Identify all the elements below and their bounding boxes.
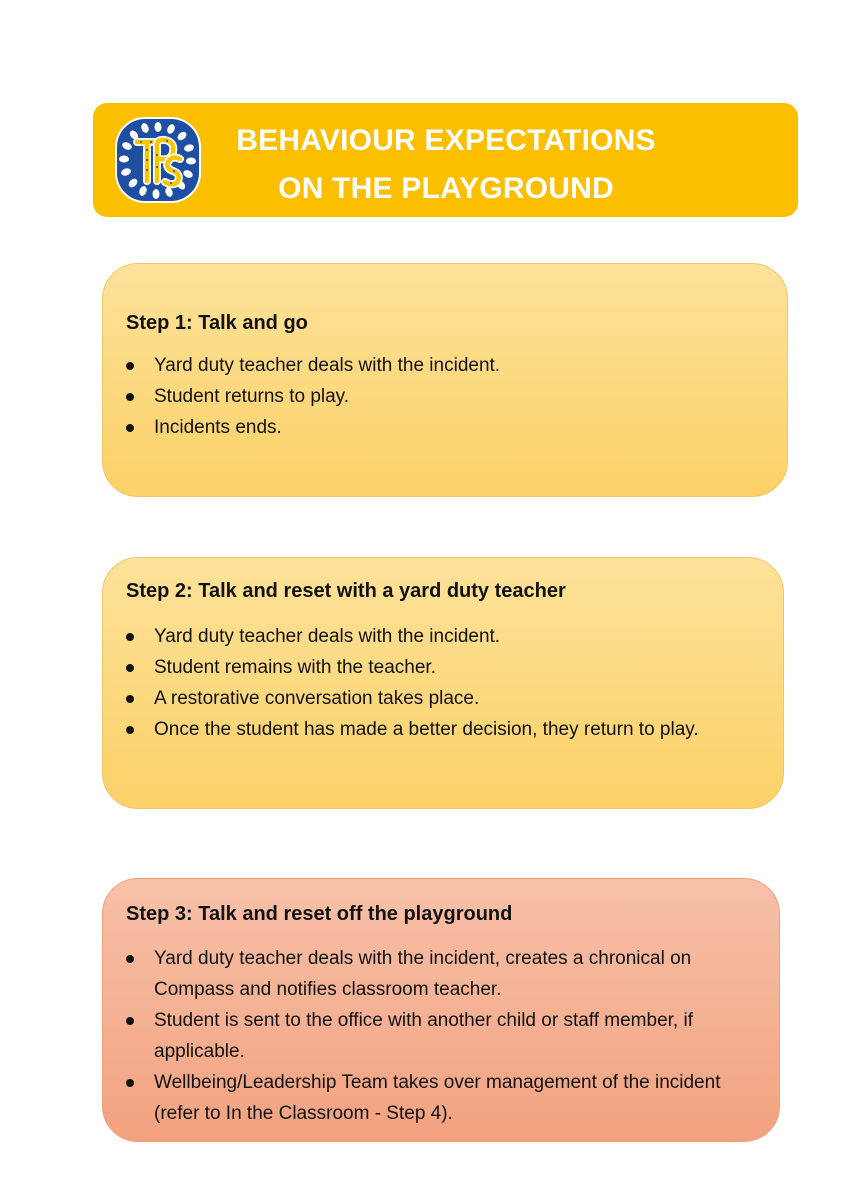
list-item: Incidents ends. [103,412,743,443]
step-1-list [103,350,743,443]
step-3-title: Step 3: Talk and reset off the playground [126,903,513,925]
list-item: Student returns to play. [103,381,743,412]
bullet-icon [126,393,134,401]
bullet-icon [126,695,134,703]
bullet-icon [126,664,134,672]
bullet-icon [126,726,134,734]
bullet-icon [126,362,134,370]
title-line-1: BEHAVIOUR EXPECTATIONS [236,124,656,157]
page-title [211,117,681,213]
step-1-card [102,263,788,497]
title-line-2: ON THE PLAYGROUND [278,172,614,205]
list-item: Once the student has made a better decision, they return to play. [103,714,703,745]
step-3-list [103,943,743,1129]
bullet-icon [126,955,134,963]
step-3-card [102,878,780,1142]
bullet-icon [126,1079,134,1087]
school-logo [113,115,203,205]
step-2-card [102,557,784,809]
step-2-list [103,621,703,745]
step-2-title: Step 2: Talk and reset with a yard duty teacher [126,580,566,602]
bullet-icon [126,424,134,432]
list-item: Yard duty teacher deals with the incident. [103,350,743,381]
list-item: Yard duty teacher deals with the incident, creates a chronical on Compass and notifies classroom teacher. [103,943,743,1005]
list-item: Yard duty teacher deals with the incident. [103,621,703,652]
step-1-title: Step 1: Talk and go [126,312,308,334]
list-item: Wellbeing/Leadership Team takes over management of the incident (refer to In the Classroom - Step 4). [103,1067,743,1129]
header-banner [93,103,798,217]
bullet-icon [126,633,134,641]
list-item: A restorative conversation takes place. [103,683,703,714]
list-item: Student is sent to the office with another child or staff member, if applicable. [103,1005,743,1067]
bullet-icon [126,1017,134,1025]
list-item: Student remains with the teacher. [103,652,703,683]
